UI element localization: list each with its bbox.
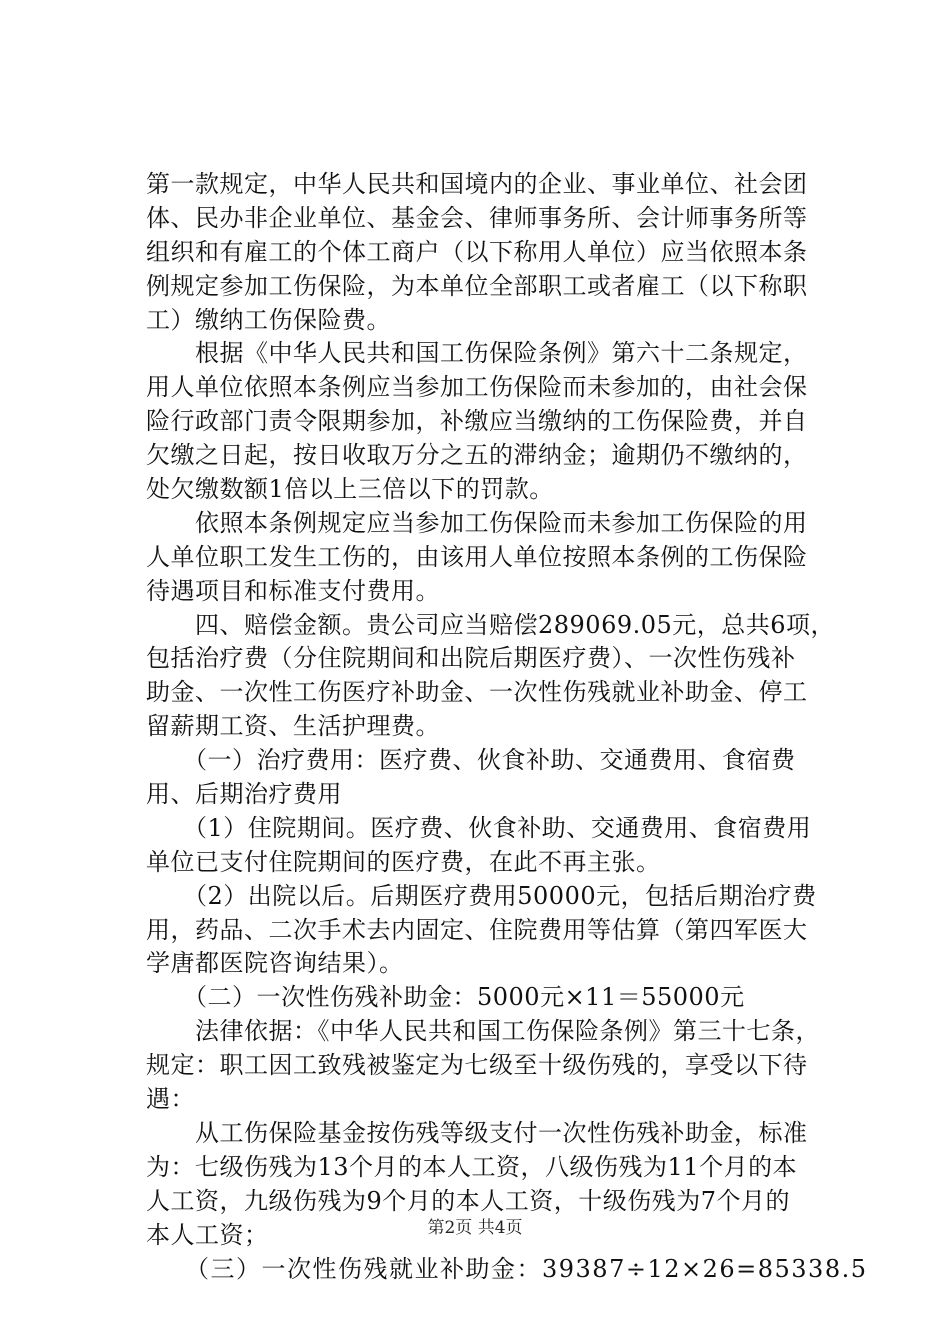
text-line: 用，药品、二次手术去内固定、住院费用等估算（第四军医大	[146, 915, 808, 944]
text-line: 四、赔偿金额。贵公司应当赔偿289069.05元，总共6项，	[146, 610, 836, 639]
text-line: 根据《中华人民共和国工伤保险条例》第六十二条规定，	[146, 339, 808, 368]
text-line: 遇：	[146, 1085, 195, 1114]
text-line: 工）缴纳工伤保险费。	[146, 305, 391, 334]
text-line: 法律依据：《中华人民共和国工伤保险条例》第三十七条，	[146, 1017, 820, 1046]
text-line: （二）一次性伤残补助金：5000元×11＝55000元	[146, 983, 745, 1012]
text-line: 助金、一次性工伤医疗补助金、一次性伤残就业补助金、停工	[146, 678, 808, 707]
text-line: 人工资，九级伤残为9个月的本人工资，十级伤残为7个月的	[146, 1186, 791, 1215]
text-line: 为：七级伤残为13个月的本人工资，八级伤残为11个月的本	[146, 1152, 798, 1181]
text-line: （三）一次性伤残就业补助金：39387÷12×26=85338.5	[146, 1254, 868, 1283]
text-line: 从工伤保险基金按伤残等级支付一次性伤残补助金，标准	[146, 1118, 808, 1147]
text-line: 单位已支付住院期间的医疗费，在此不再主张。	[146, 847, 661, 876]
page-number-footer: 第2页 共4页	[427, 1218, 523, 1238]
text-line: 例规定参加工伤保险，为本单位全部职工或者雇工（以下称职	[146, 271, 808, 300]
text-line: 人单位职工发生工伤的，由该用人单位按照本条例的工伤保险	[146, 542, 808, 571]
text-line: 学唐都医院咨询结果）。	[146, 949, 404, 978]
text-line: 用人单位依照本条例应当参加工伤保险而未参加的，由社会保	[146, 373, 808, 402]
text-line: 包括治疗费（分住院期间和出院后期医疗费）、一次性伤残补	[146, 644, 796, 673]
text-line: 规定：职工因工致残被鉴定为七级至十级伤残的，享受以下待	[146, 1051, 808, 1080]
text-line: （一）治疗费用：医疗费、伙食补助、交通费用、食宿费	[146, 746, 796, 775]
text-line: 用、后期治疗费用	[146, 780, 342, 809]
text-line: 处欠缴数额1倍以上三倍以下的罚款。	[146, 475, 554, 504]
text-line: 留薪期工资、生活护理费。	[146, 712, 440, 741]
text-line: 组织和有雇工的个体工商户（以下称用人单位）应当依照本条	[146, 237, 808, 266]
text-line: 依照本条例规定应当参加工伤保险而未参加工伤保险的用	[146, 508, 808, 537]
text-line: 第一款规定，中华人民共和国境内的企业、事业单位、社会团	[146, 170, 808, 198]
text-line: 欠缴之日起，按日收取万分之五的滞纳金；逾期仍不缴纳的，	[146, 441, 808, 470]
text-line: （1）住院期间。医疗费、伙食补助、交通费用、食宿费用	[146, 813, 812, 842]
document-body	[146, 168, 868, 1286]
text-line: 本人工资；	[146, 1220, 269, 1249]
text-line: 险行政部门责令限期参加，补缴应当缴纳的工伤保险费，并自	[146, 407, 808, 436]
text-line: 待遇项目和标准支付费用。	[146, 576, 440, 605]
text-line: （2）出院以后。后期医疗费用50000元，包括后期治疗费	[146, 881, 817, 910]
text-line: 体、民办非企业单位、基金会、律师事务所、会计师事务所等	[146, 203, 808, 232]
